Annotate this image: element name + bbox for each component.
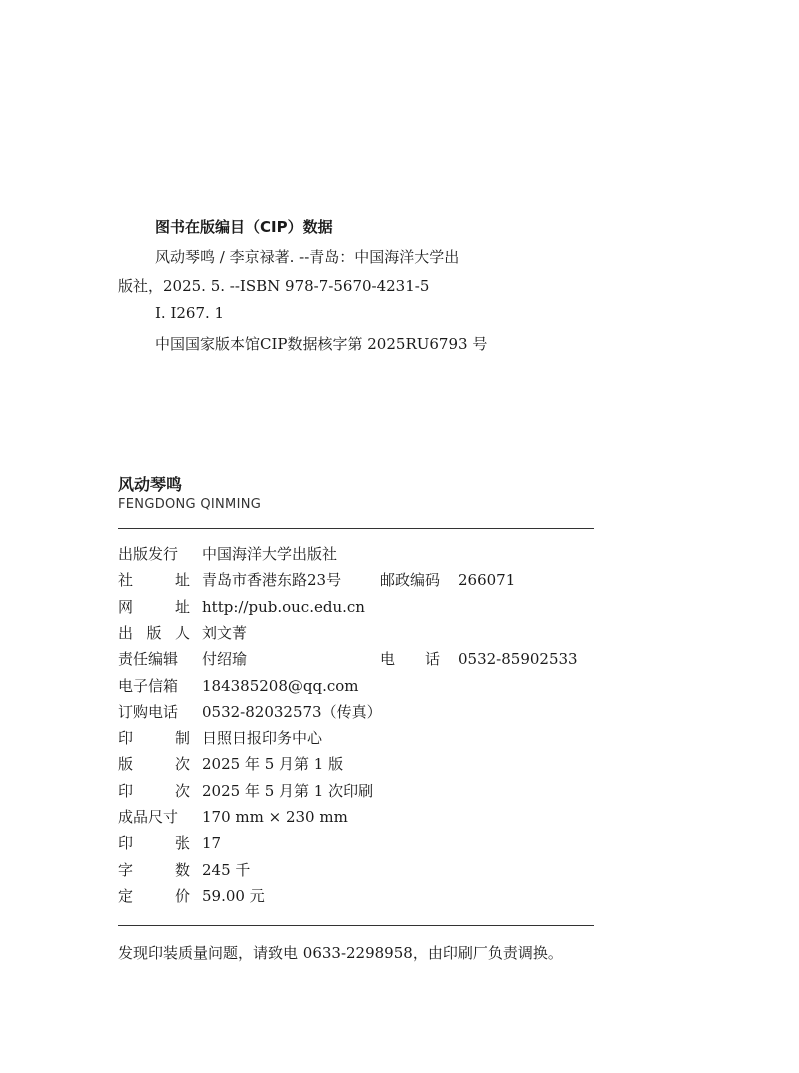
detail-label: 版 次 (118, 755, 190, 773)
detail-label: 定 价 (118, 887, 190, 905)
detail-label: 社 址 (118, 571, 190, 589)
quality-notice: 发现印装质量问题，请致电 0633-2298958，由印刷厂负责调换。 (118, 944, 563, 962)
top-divider (118, 528, 594, 529)
detail-label: 电子信箱 (118, 677, 179, 695)
detail-label: 出版发行 (118, 545, 179, 563)
bottom-divider (118, 925, 594, 926)
detail-label: 印 制 (118, 729, 190, 747)
detail-label: 印 张 (118, 834, 190, 852)
detail-value-secondary: 0532-85902533 (458, 650, 578, 668)
cip-line-4: 中国国家版本馆CIP数据核字第 2025RU6793 号 (155, 335, 488, 353)
detail-label: 责任编辑 (118, 650, 179, 668)
detail-value: 刘文菁 (202, 624, 248, 642)
book-title-pinyin: FENGDONG QINMING (118, 497, 262, 512)
detail-value: 17 (202, 834, 222, 852)
book-title: 风动琴鸣 (118, 475, 183, 494)
detail-value-secondary: 266071 (458, 571, 516, 589)
detail-label-secondary: 邮政编码 (380, 571, 441, 589)
detail-value: 付绍瑜 (202, 650, 248, 668)
cip-heading: 图书在版编目（CIP）数据 (155, 218, 333, 236)
cip-line-2: 版社，2025. 5. --ISBN 978-7-5670-4231-5 (118, 277, 430, 295)
detail-value: 0532-82032573（传真） (202, 703, 382, 721)
detail-value: 245 千 (202, 861, 251, 879)
detail-value: 日照日报印务中心 (202, 729, 323, 747)
detail-value: 青岛市香港东路23号 (202, 571, 342, 589)
detail-value: 2025 年 5 月第 1 版 (202, 755, 344, 773)
detail-value: 170 mm × 230 mm (202, 808, 348, 826)
detail-label: 网 址 (118, 598, 190, 616)
detail-label-secondary: 电 话 (380, 650, 440, 668)
detail-value: 59.00 元 (202, 887, 265, 905)
detail-value: http://pub.ouc.edu.cn (202, 598, 365, 616)
detail-label: 字 数 (118, 861, 190, 879)
detail-value: 中国海洋大学出版社 (202, 545, 338, 563)
cip-line-3: Ⅰ. I267. 1 (155, 304, 225, 322)
detail-label: 成品尺寸 (118, 808, 179, 826)
detail-label: 订购电话 (118, 703, 179, 721)
cip-line-1: 风动琴鸣 / 李京禄著. --青岛：中国海洋大学出 (155, 248, 460, 266)
detail-value: 184385208@qq.com (202, 677, 359, 695)
detail-label: 出 版 人 (118, 624, 190, 642)
detail-label: 印 次 (118, 782, 190, 800)
detail-value: 2025 年 5 月第 1 次印刷 (202, 782, 374, 800)
